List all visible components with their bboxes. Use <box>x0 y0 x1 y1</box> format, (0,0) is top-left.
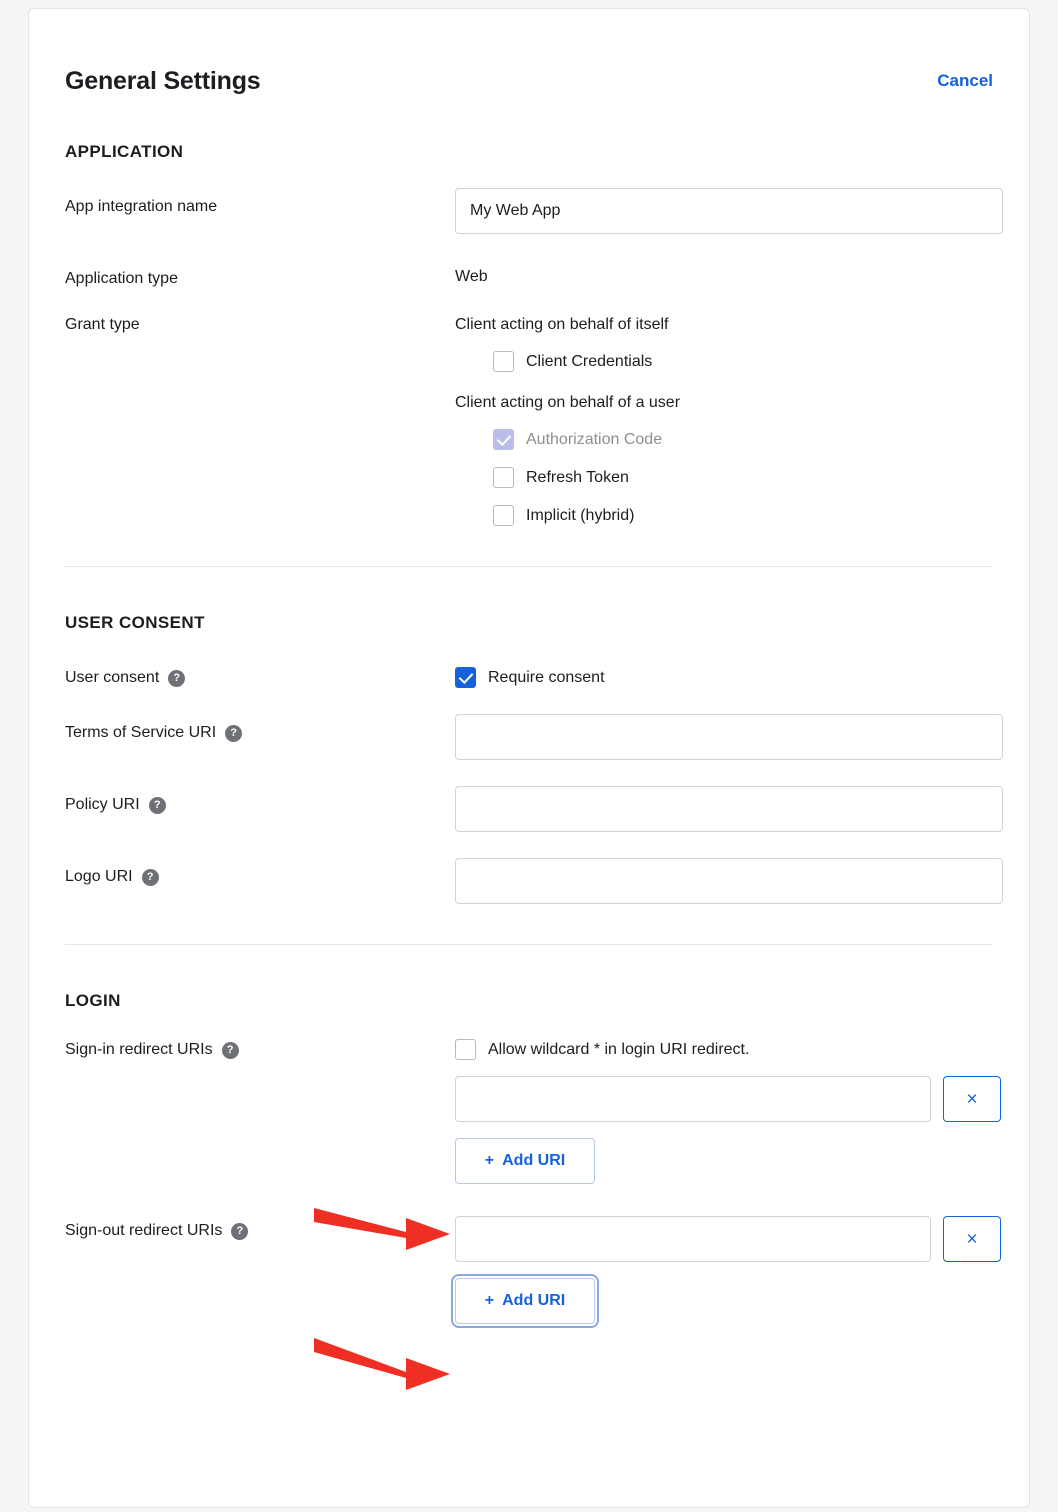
help-icon[interactable]: ? <box>149 797 166 814</box>
label-signout-redirect-uris: Sign-out redirect URIs <box>65 1222 223 1239</box>
add-signin-uri-label: Add URI <box>502 1152 566 1169</box>
checkbox-require-consent[interactable] <box>455 667 476 688</box>
checkbox-implicit-hybrid[interactable] <box>493 505 514 526</box>
label-refresh-token: Refresh Token <box>526 468 629 486</box>
checkbox-row-allow-wildcard[interactable] <box>455 1039 1001 1060</box>
label-app-integration-name: App integration name <box>65 198 218 215</box>
signin-uri-row <box>455 1076 1001 1122</box>
label-logo-uri-wrap <box>65 858 455 886</box>
terms-of-service-uri-input[interactable] <box>455 714 1003 760</box>
page-title: General Settings <box>65 67 261 95</box>
checkbox-client-credentials[interactable] <box>493 351 514 372</box>
section-title-login: LOGIN <box>65 991 121 1010</box>
grant-group-self-label: Client acting on behalf of itself <box>455 316 669 333</box>
field-signout-redirect-uris <box>65 1210 993 1324</box>
field-terms-of-service-uri <box>65 714 993 760</box>
checkbox-allow-wildcard[interactable] <box>455 1039 476 1060</box>
label-user-consent: User consent <box>65 669 160 686</box>
checkbox-authorization-code <box>493 429 514 450</box>
label-user-consent-wrap <box>65 659 455 687</box>
checkbox-row-refresh-token[interactable] <box>493 467 993 488</box>
help-icon[interactable]: ? <box>142 869 159 886</box>
checkbox-row-implicit-hybrid[interactable] <box>493 505 993 526</box>
section-title-user-consent: USER CONSENT <box>65 613 205 632</box>
general-settings-card <box>28 8 1030 1508</box>
grant-group-user-label: Client acting on behalf of a user <box>455 394 681 411</box>
signout-redirect-uri-input[interactable] <box>455 1216 931 1262</box>
add-signout-uri-label: Add URI <box>502 1292 566 1309</box>
field-app-integration-name <box>65 188 993 234</box>
checkbox-row-require-consent[interactable] <box>455 667 993 688</box>
remove-signin-uri-button[interactable]: × <box>943 1076 1001 1122</box>
label-policy-uri-wrap <box>65 786 455 814</box>
card-header <box>65 9 993 96</box>
help-icon[interactable]: ? <box>231 1223 248 1240</box>
label-policy-uri: Policy URI <box>65 796 140 813</box>
section-title-application: APPLICATION <box>65 142 184 161</box>
cancel-button[interactable]: Cancel <box>937 71 993 90</box>
label-require-consent: Require consent <box>488 668 605 686</box>
label-allow-wildcard: Allow wildcard * in login URI redirect. <box>488 1040 750 1058</box>
remove-signout-uri-button[interactable]: × <box>943 1216 1001 1262</box>
label-signin-redirect-wrap <box>65 1037 455 1059</box>
label-client-credentials: Client Credentials <box>526 352 653 370</box>
field-policy-uri <box>65 786 993 832</box>
label-authorization-code: Authorization Code <box>526 430 663 448</box>
field-signin-redirect-uris <box>65 1037 993 1184</box>
checkbox-refresh-token[interactable] <box>493 467 514 488</box>
label-application-type: Application type <box>65 270 178 287</box>
divider-user-consent <box>65 944 993 945</box>
signout-uri-row <box>455 1216 1001 1262</box>
app-integration-name-input[interactable] <box>455 188 1003 234</box>
policy-uri-input[interactable] <box>455 786 1003 832</box>
plus-icon: + <box>484 1152 495 1169</box>
checkbox-row-client-credentials[interactable] <box>493 351 993 372</box>
checkbox-row-authorization-code <box>493 429 993 450</box>
field-grant-type <box>65 314 993 526</box>
field-user-consent <box>65 659 993 688</box>
field-logo-uri <box>65 858 993 904</box>
add-signout-uri-button[interactable] <box>455 1278 595 1324</box>
label-signin-redirect-uris: Sign-in redirect URIs <box>65 1041 213 1058</box>
field-application-type <box>65 260 993 288</box>
help-icon[interactable]: ? <box>225 725 242 742</box>
label-signout-redirect-wrap <box>65 1210 455 1240</box>
label-terms-of-service-uri: Terms of Service URI <box>65 724 217 741</box>
plus-icon: + <box>484 1292 495 1309</box>
label-terms-of-service-wrap <box>65 714 455 742</box>
divider-application <box>65 566 993 567</box>
signin-redirect-uri-input[interactable] <box>455 1076 931 1122</box>
application-type-value: Web <box>455 268 488 285</box>
label-logo-uri: Logo URI <box>65 868 133 885</box>
label-grant-type: Grant type <box>65 316 140 333</box>
help-icon[interactable]: ? <box>168 670 185 687</box>
help-icon[interactable]: ? <box>222 1042 239 1059</box>
add-signin-uri-button[interactable] <box>455 1138 595 1184</box>
logo-uri-input[interactable] <box>455 858 1003 904</box>
label-implicit-hybrid: Implicit (hybrid) <box>526 506 635 524</box>
